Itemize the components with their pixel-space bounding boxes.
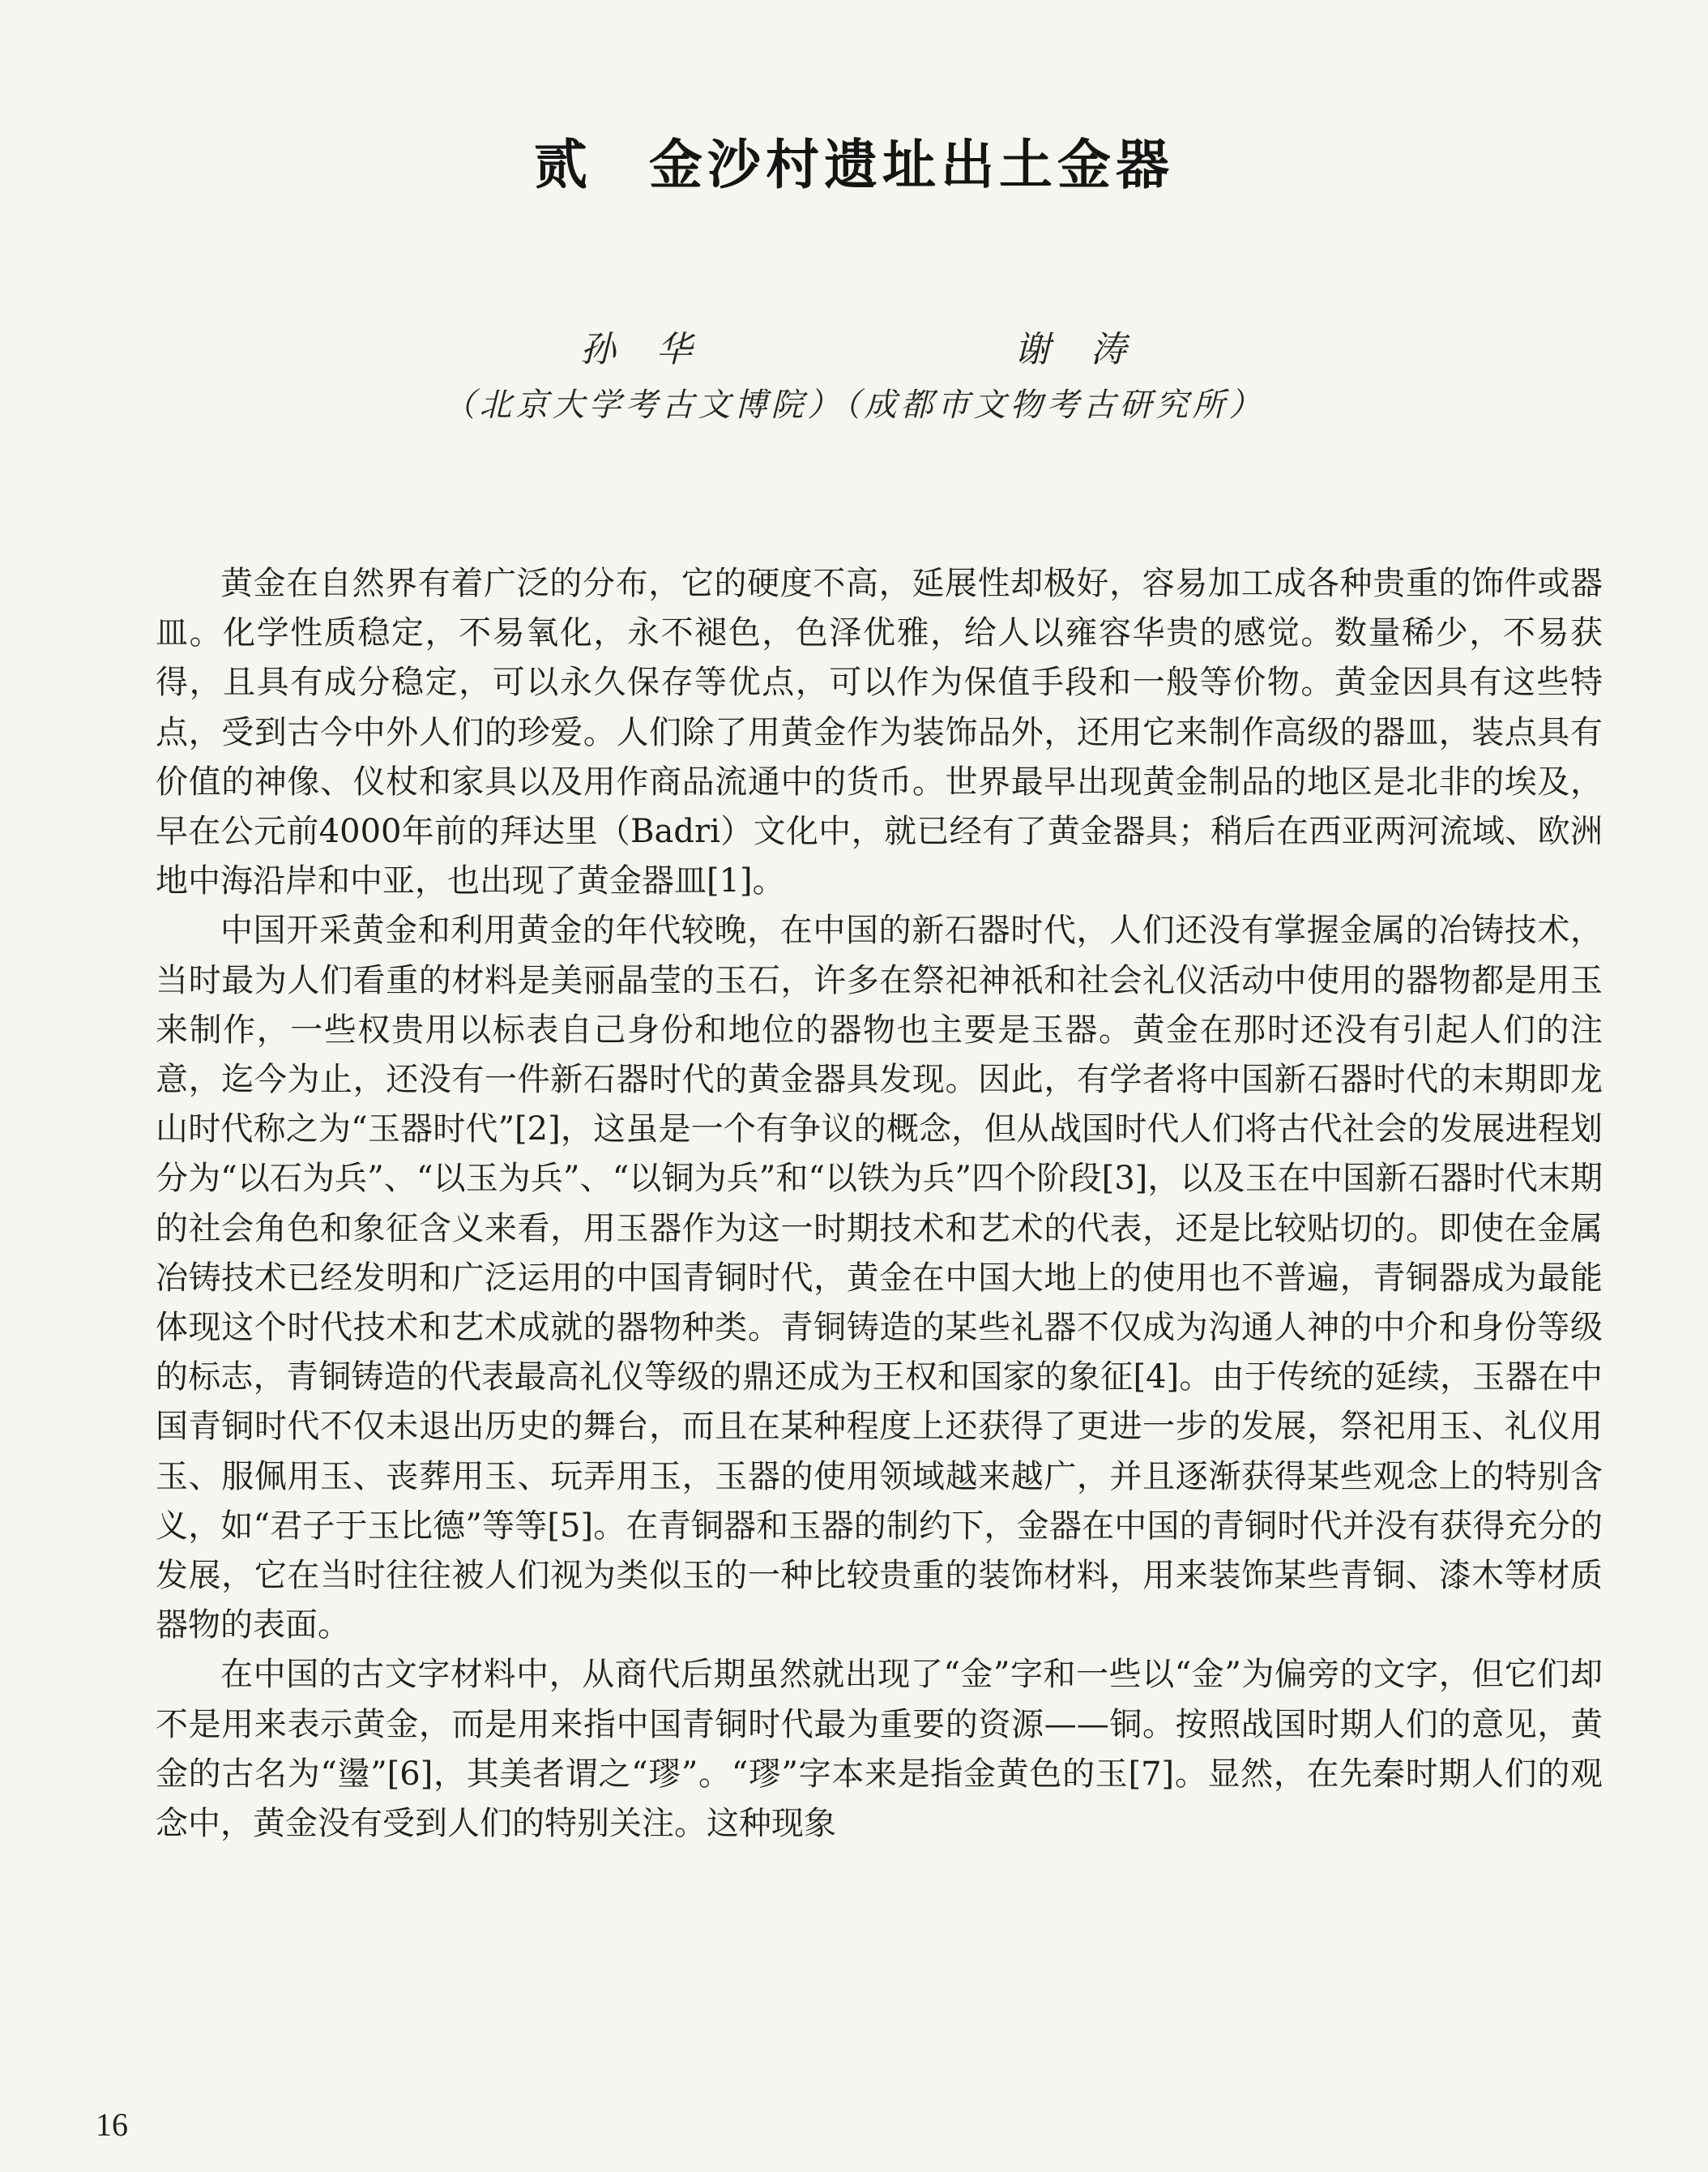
author-name-2: 谢涛	[1014, 329, 1167, 370]
chapter-title	[0, 122, 1708, 199]
author-name-1: 孙华	[580, 329, 732, 370]
chapter-title-text: 金沙村遗址出土金器	[649, 134, 1174, 196]
chapter-number: 贰	[534, 134, 592, 196]
paragraph-2: 中国开采黄金和利用黄金的年代较晚，在中国的新石器时代，人们还没有掌握金属的冶铸技术，当时最为人们看重的材料是美丽晶莹的玉石，许多在祭祀神祇和社会礼仪活动中使用的器物都是用玉来制作，一些权贵用以标表自己身份和地位的器物也主要是玉器。黄金在那时还没有引起人们的注意，迄今为止，还没有一件新石器时代的黄金器具发现。因此，有学者将中国新石器时代的末期即龙山时代称之为“玉器时代”[2]，这虽是一个有争议的概念，但从战国时代人们将古代社会的发展进程划分为“以石为兵”、“以玉为兵”、“以铜为兵”和“以铁为兵”四个阶段[3]，以及玉在中国新石器时代末期的社会角色和象征含义来看，用玉器作为这一时期技术和艺术的代表，还是比较贴切的。即使在金属冶铸技术已经发明和广泛运用的中国青铜时代，黄金在中国大地上的使用也不普遍，青铜器成为最能体现这个时代技术和艺术成就的器物种类。青铜铸造的某些礼器不仅成为沟通人神的中介和身份等级的标志，青铜铸造的代表最高礼仪等级的鼎还成为王权和国家的象征[4]。由于传统的延续，玉器在中国青铜时代不仅未退出历史的舞台，而且在某种程度上还获得了更进一步的发展，祭祀用玉、礼仪用玉、服佩用玉、丧葬用玉、玩弄用玉，玉器的使用领域越来越广，并且逐渐获得某些观念上的特别含义，如“君子于玉比德”等等[5]。在青铜器和玉器的制约下，金器在中国的青铜时代并没有获得充分的发展，它在当时往往被人们视为类似玉的一种比较贵重的装饰材料，用来装饰某些青铜、漆木等材质器物的表面。	[156, 912, 1603, 1644]
author-affiliations	[0, 379, 1708, 425]
affiliation-2: （成都市文物考古研究所）	[843, 387, 1266, 424]
paragraph-1: 黄金在自然界有着广泛的分布，它的硬度不高，延展性却极好，容易加工成各种贵重的饰件或器皿。化学性质稳定，不易氧化，永不褪色，色泽优雅，给人以雍容华贵的感觉。数量稀少，不易获得，且具有成分稳定，可以永久保存等优点，可以作为保值手段和一般等价物。黄金因具有这些特点，受到古今中外人们的珍爱。人们除了用黄金作为装饰品外，还用它来制作高级的器皿，装点具有价值的神像、仪杖和家具以及用作商品流通中的货币。世界最早出现黄金制品的地区是北非的埃及，早在公元前4000年前的拜达里（Badri）文化中，就已经有了黄金器具；稍后在西亚两河流域、欧洲地中海沿岸和中亚，也出现了黄金器皿[1]。	[156, 565, 1603, 900]
page-number: 16	[96, 2106, 128, 2143]
affiliation-1: （北京大学考古文博院）	[442, 387, 844, 424]
paragraph-3: 在中国的古文字材料中，从商代后期虽然就出现了“金”字和一些以“金”为偏旁的文字，但它们却不是用来表示黄金，而是用来指中国青铜时代最为重要的资源——铜。按照战国时期人们的意见，黄金的古名为“璗”[6]，其美者谓之“璆”。“璆”字本来是指金黄色的玉[7]。显然，在先秦时期人们的观念中，黄金没有受到人们的特别关注。这种现象	[156, 1656, 1603, 1843]
body-text	[156, 559, 1603, 1849]
